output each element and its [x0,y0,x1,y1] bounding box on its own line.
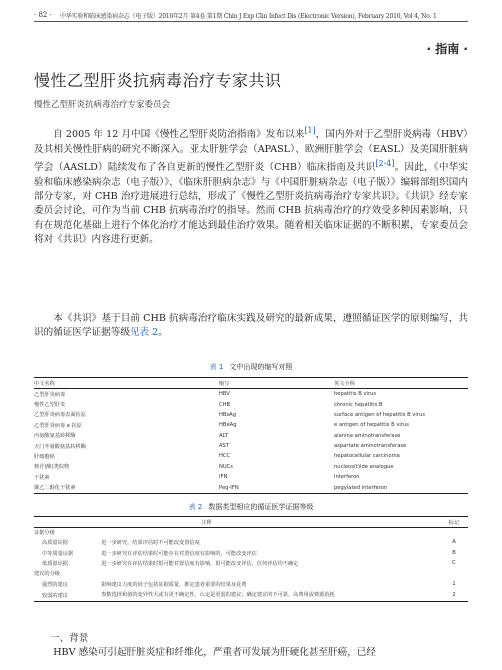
table-cell: 天门冬氨酸氨基转移酶 [34,443,86,450]
table-cell: HCC [219,453,231,460]
column-header: 注释 [101,517,440,528]
table-cell: 肝细胞癌 [34,453,55,460]
table-cell: surface antigen of hepatitis B virus [334,411,425,418]
table-row [34,482,468,493]
table-cell: ALT [219,432,228,439]
table-row [34,451,468,461]
table-row [34,389,468,400]
running-head [34,9,468,22]
column-header: 中文名称 [34,378,219,389]
table-cell: pegylated interferon [334,482,468,493]
table-cell: 慢性乙型肝炎 [34,402,66,409]
table-cell: e antigen of hepatitis B virus [334,422,409,429]
table-cell: aspartate aminotransferase [334,443,407,450]
table-cell: IFN [219,474,228,481]
background-paragraph: HBV 感染可引起肝脏炎症和纤维化，严重者可发展为肝硬化甚至肝癌，已经 [53,647,376,658]
table-row [34,462,468,472]
evidence-level-table [34,516,468,602]
table-row: 中等质量证据 进一步研究在评估结果时可能存在对置信度有影响的，可能改变评估 B [42,549,456,557]
basis-paragraph: 本《共识》基于目前 CHB 抗病毒治疗临床实践及研究的最新成果，遵照循证医学的原则编写，共识的循证医学证据等级见表 2。 [34,313,468,339]
table-cell: CHB [219,401,231,408]
group-label: 建议的分级 [34,571,60,578]
table-row: 强烈的建议 影响建议力度的因子包括证据质量，推定患者重要的结果及花费 1 [42,580,456,588]
section-tag: · 指南 · [426,42,468,56]
table-cell: 乙型肝炎病毒 e 抗原 [34,422,82,429]
page-number: · 82 · [34,11,52,19]
table-row [34,431,468,441]
table1-caption: 表 1 文中出现的缩写对照 [209,363,293,371]
table-cell: NUCs [219,463,234,470]
table-row [34,410,468,420]
table2-caption: 表 2 数据类型相应的循证医学证据等级 [188,503,314,511]
table-link[interactable]: 见表 2 [129,327,159,339]
abbreviation-table [34,377,468,494]
table-cell: HBV [219,391,230,398]
table-cell: 核苷(酸)类似物 [34,464,70,471]
journal-citation: 中华实验和临床感染病杂志（电子版）2010年2月 第4卷 第1期 Chin J Exp Clin Infect Dis (Electronic Version), February 2010, Vol 4, No. 1 [60,13,437,20]
table-cell: 乙型肝炎病毒 [34,391,66,398]
table-cell: Peg-IFN [219,482,334,493]
table-row [34,472,468,482]
table-cell: hepatitis B virus [334,391,377,398]
table-row: 低质量证据 进一步研究在评估结果时很可能对置信度有影响，很可能改变评估，任何评估均不确定 C [42,560,456,568]
column-header: 英文全称 [334,378,468,389]
table-cell: chronic hepatitis B [334,401,383,408]
table-row: 较弱的建议 参数选择和值的变异性大或有更不确定性，认定是更弱的建议；确定建议的不可靠，高费用或费源消耗 2 [34,590,468,601]
reference-link[interactable]: [1] [304,126,316,135]
section-heading: 一、背景 [50,633,89,644]
table-cell: interferon [334,474,360,481]
article-title: 慢性乙型肝炎抗病毒治疗专家共识 [34,71,282,90]
author-line: 慢性乙型肝炎抗病毒治疗专家委员会 [34,100,171,110]
table-cell: 干扰素 [34,474,50,481]
column-header: 缩写 [219,378,334,389]
table-cell: nucleos(t)ide analogue [334,463,394,470]
table-cell: AST [219,443,230,450]
table-cell: 聚乙二醇化干扰素 [34,482,219,493]
table-cell: 乙型肝炎病毒表面抗原 [34,412,86,419]
table-cell: hepatocellular carcinoma [334,453,400,460]
table-row [34,420,468,430]
table-cell: alanine aminotransferase [334,432,401,439]
reference-link[interactable]: [2-4] [375,159,395,168]
table-cell: HBeAg [219,422,237,429]
table-row [34,441,468,451]
table-row: 高质量证据 进一步研究，结果评估时不可能改变置信度 A [42,539,456,547]
intro-paragraph: 自 2005 年 12 月中国《慢性乙型肝炎防治指南》发布以来[1]，国内外对于乙型肝炎病毒（HBV）及其相关慢性肝病的研究不断深入。亚太肝脏学会（APASL）、欧洲肝脏学会（EASL）及美国肝脏病学会（AASLD）陆续发布了各自更新的慢性乙型肝炎（CHB）临床指南及共识[2-4]。因此，《中华实验和临床感染病杂志（电子版）》、《临床肝胆病杂志》与《中国肝脏病杂志（电子版）》编辑部组织国内部分专家，对 CHB 治疗进展进行总结，形成了《慢性乙型肝炎抗病毒治疗专家共识》。《共识》经专家委员会讨论，可作为当前 CHB 抗病毒治疗的指导。然而 CHB 抗病毒治疗的疗效受多种因素影响，只有在规范化基础上进行个体化治疗才能达到最佳治疗效果。随着相关临床证据的不断积累，专家委员会将对《共识》内容进行更新。 [34,126,469,246]
table-cell: HBsAg [219,411,237,418]
group-label: 证据分级 [34,529,55,536]
table-cell: 丙氨酸氨基转移酶 [34,433,76,440]
table-row [34,399,468,409]
column-header: 标记 [440,517,468,528]
